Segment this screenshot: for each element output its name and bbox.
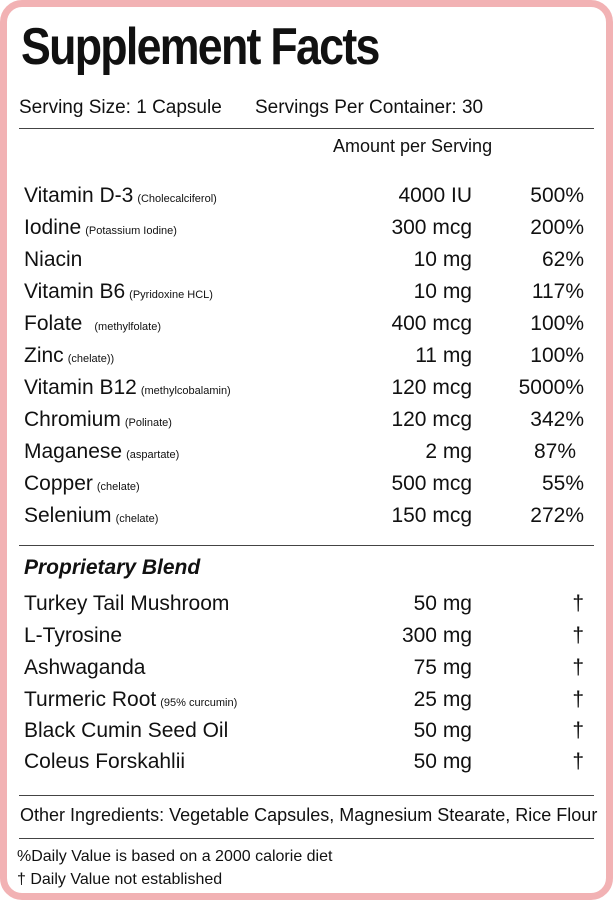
nutrient-amount: 120 mcg: [391, 376, 472, 399]
nutrient-row: [24, 277, 584, 307]
proprietary-blend-heading: Proprietary Blend: [24, 556, 201, 579]
nutrient-row: [24, 341, 584, 371]
nutrient-daily-value: 5000%: [518, 376, 584, 399]
blend-ingredient-name: Turmeric Root (95% curcumin): [24, 688, 238, 711]
blend-dagger: †: [572, 624, 584, 647]
nutrient-name: Folate (methylfolate): [24, 312, 162, 335]
servings-per-container: Servings Per Container: 30: [255, 97, 484, 118]
blend-dagger: †: [572, 592, 584, 615]
blend-row: [24, 716, 584, 746]
nutrient-name: Vitamin B6 (Pyridoxine HCL): [24, 280, 213, 303]
nutrient-amount: 300 mcg: [391, 216, 472, 239]
nutrient-row: [24, 245, 584, 275]
nutrient-daily-value: 200%: [530, 216, 584, 239]
footnote-daily-value: %Daily Value is based on a 2000 calorie diet: [17, 848, 333, 865]
blend-ingredient-name: Black Cumin Seed Oil: [24, 719, 229, 742]
divider-top: [19, 128, 594, 129]
blend-row: [24, 589, 584, 619]
blend-ingredient-amount: 50 mg: [413, 719, 472, 742]
blend-row: [24, 653, 584, 683]
nutrient-amount: 400 mcg: [391, 312, 472, 335]
nutrient-name: Vitamin D-3 (Cholecalciferol): [24, 184, 217, 207]
blend-dagger: †: [572, 750, 584, 773]
nutrient-amount: 500 mcg: [391, 472, 472, 495]
blend-ingredient-amount: 50 mg: [413, 750, 472, 773]
nutrient-amount: 120 mcg: [391, 408, 472, 431]
nutrient-amount: 2 mg: [425, 440, 472, 463]
nutrient-row: [24, 405, 584, 435]
nutrient-daily-value: 117%: [531, 280, 584, 303]
nutrient-name: Maganese (aspartate): [24, 440, 180, 463]
nutrient-name: Copper (chelate): [24, 472, 140, 495]
divider-other: [19, 795, 594, 796]
nutrient-row: [24, 181, 584, 211]
other-ingredients: Other Ingredients: Vegetable Capsules, Magnesium Stearate, Rice Flour: [20, 805, 598, 825]
blend-ingredient-name: L-Tyrosine: [24, 624, 123, 647]
nutrient-daily-value: 342%: [530, 408, 584, 431]
blend-dagger: †: [572, 719, 584, 742]
blend-row: [24, 621, 584, 651]
blend-ingredient-amount: 25 mg: [413, 688, 472, 711]
nutrient-row: [24, 213, 584, 243]
panel-title: Supplement Facts: [21, 18, 379, 76]
serving-size: Serving Size: 1 Capsule: [19, 97, 222, 118]
blend-row: [24, 747, 584, 777]
nutrient-name: Niacin: [24, 248, 83, 271]
amount-per-serving-header: Amount per Serving: [333, 136, 493, 156]
nutrient-name: Zinc (chelate)): [24, 344, 115, 367]
divider-blend: [19, 545, 594, 546]
nutrient-row: [24, 437, 584, 467]
blend-ingredient-name: Coleus Forskahlii: [24, 750, 186, 773]
nutrient-name: Iodine (Potassium Iodine): [24, 216, 177, 239]
nutrient-name: Vitamin B12 (methylcobalamin): [24, 376, 231, 399]
nutrient-daily-value: 55%: [541, 472, 584, 495]
blend-dagger: †: [572, 688, 584, 711]
blend-dagger: †: [572, 656, 584, 679]
nutrient-amount: 11 mg: [415, 344, 472, 367]
footnote-dagger: † Daily Value not established: [17, 871, 223, 888]
nutrient-daily-value: 500%: [530, 184, 584, 207]
blend-ingredient-amount: 75 mg: [413, 656, 472, 679]
blend-ingredient-amount: 50 mg: [413, 592, 472, 615]
nutrient-name: Chromium (Polinate): [24, 408, 172, 431]
nutrient-row: [24, 309, 584, 339]
blend-ingredient-name: Ashwaganda: [24, 656, 146, 679]
blend-ingredient-amount: 300 mg: [401, 624, 472, 647]
nutrient-amount: 150 mcg: [391, 504, 472, 527]
blend-row: [24, 685, 584, 715]
nutrient-daily-value: 62%: [541, 248, 584, 271]
nutrient-row: [24, 469, 584, 499]
nutrient-row: [24, 373, 584, 403]
nutrient-name: Selenium (chelate): [24, 504, 159, 527]
nutrient-row: [24, 501, 584, 531]
blend-ingredient-name: Turkey Tail Mushroom: [24, 592, 230, 615]
nutrient-amount: 10 mg: [413, 248, 472, 271]
nutrient-daily-value: 87%: [533, 440, 576, 463]
nutrient-amount: 10 mg: [413, 280, 472, 303]
nutrient-daily-value: 100%: [530, 344, 584, 367]
nutrient-daily-value: 100%: [530, 312, 584, 335]
divider-footnotes: [19, 838, 594, 839]
nutrient-daily-value: 272%: [530, 504, 584, 527]
nutrient-amount: 4000 IU: [398, 184, 472, 207]
